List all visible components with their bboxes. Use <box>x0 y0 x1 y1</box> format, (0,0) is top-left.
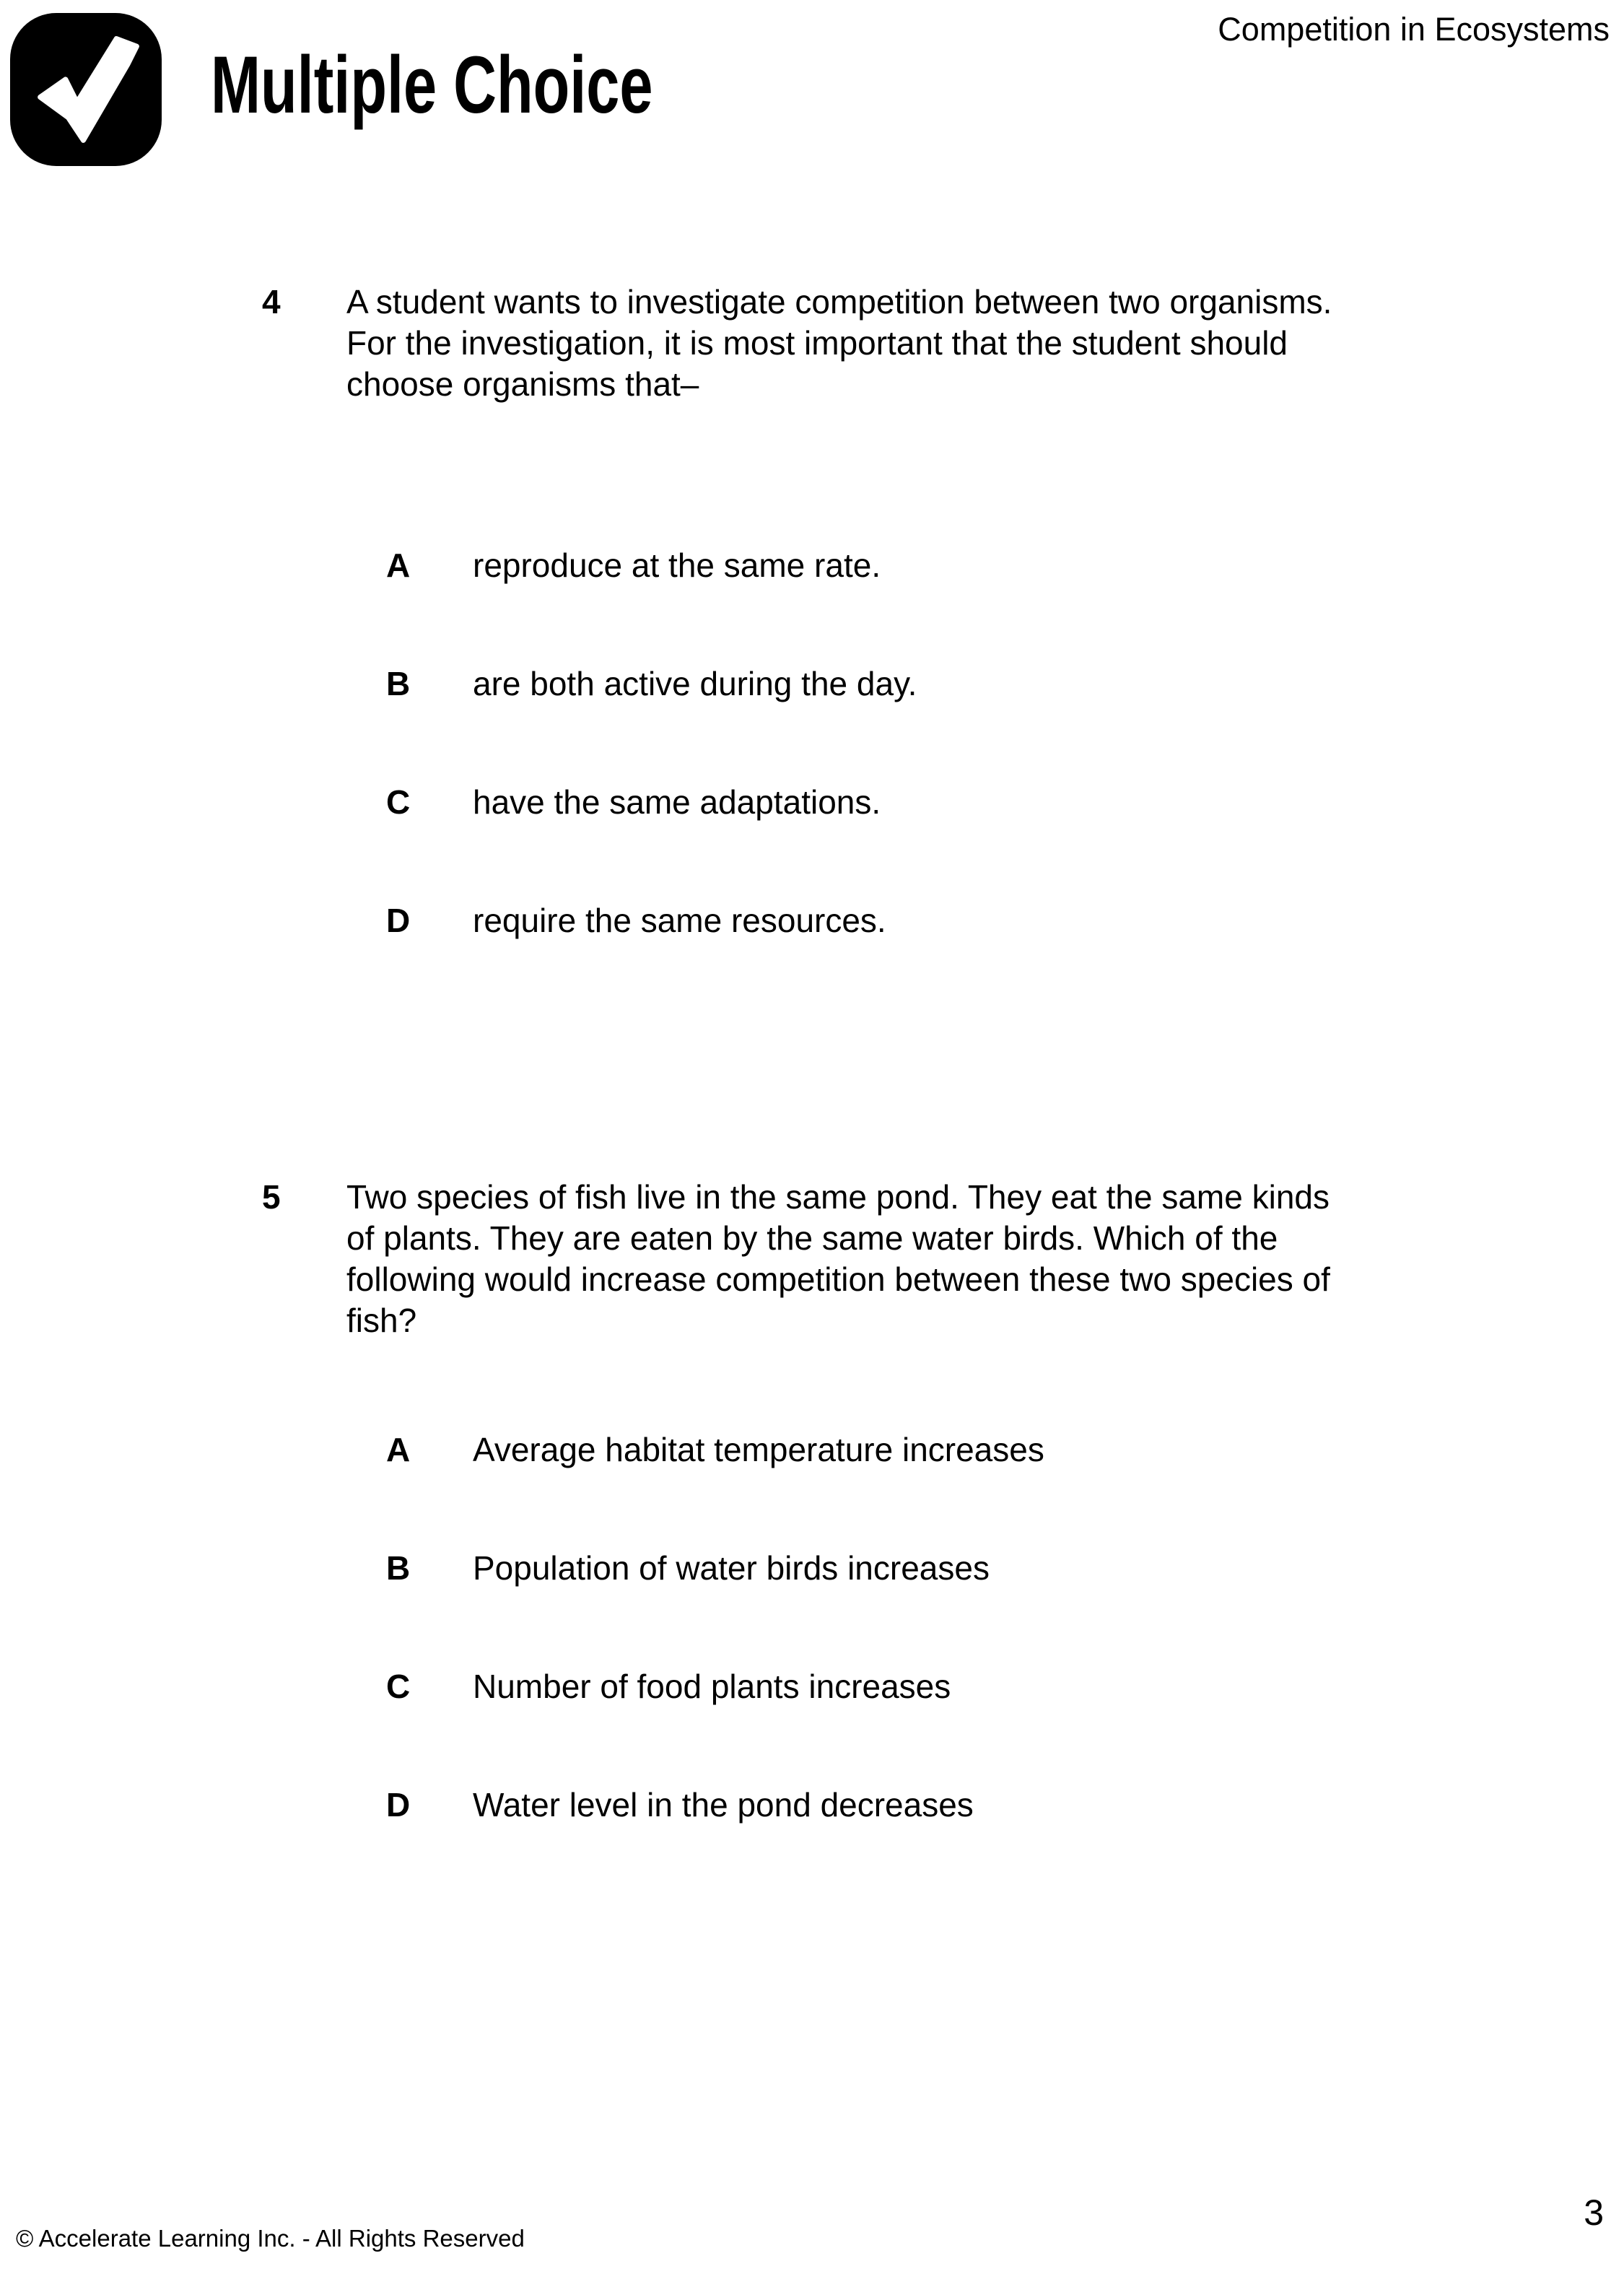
page-number: 3 <box>1584 2192 1604 2233</box>
question-5-option-a[interactable] <box>386 1429 1440 1471</box>
page-title: Multiple Choice <box>211 40 653 130</box>
question-4-option-a[interactable] <box>386 545 1440 586</box>
question-4-option-c[interactable] <box>386 782 1440 823</box>
option-letter: D <box>386 902 411 939</box>
question-5-option-c[interactable] <box>386 1666 1440 1707</box>
option-letter: A <box>386 1431 411 1468</box>
option-text: Population of water birds increases <box>473 1549 990 1587</box>
question-text: A student wants to investigate competition between two organisms. For the investigation, it is most important that the student should choose organisms that– <box>346 283 1332 403</box>
question-5-option-b[interactable] <box>386 1548 1440 1589</box>
option-text: require the same resources. <box>473 902 886 939</box>
option-text: Average habitat temperature increases <box>473 1431 1044 1468</box>
option-letter: B <box>386 665 411 702</box>
question-4-option-b[interactable] <box>386 663 1440 705</box>
copyright-notice: © Accelerate Learning Inc. - All Rights Reserved <box>16 2225 525 2252</box>
option-text: are both active during the day. <box>473 665 917 702</box>
question-5 <box>262 1177 1361 1341</box>
option-letter: C <box>386 1668 411 1705</box>
option-letter: B <box>386 1549 411 1587</box>
option-text: have the same adaptations. <box>473 783 881 821</box>
multiple-choice-logo <box>10 13 162 166</box>
question-4-option-d[interactable] <box>386 900 1440 941</box>
option-letter: D <box>386 1786 411 1824</box>
question-number: 4 <box>262 283 281 321</box>
question-4 <box>262 282 1361 405</box>
checkmark-icon <box>22 26 149 153</box>
lesson-topic: Competition in Ecosystems <box>1218 11 1610 48</box>
option-text: Number of food plants increases <box>473 1668 951 1705</box>
question-5-option-d[interactable] <box>386 1785 1440 1826</box>
question-number: 5 <box>262 1178 281 1216</box>
question-text: Two species of fish live in the same pond. They eat the same kinds of plants. They are eaten by the same water birds. Which of the following would increase competition between these two species of fish? <box>346 1178 1330 1339</box>
option-letter: A <box>386 546 411 584</box>
option-letter: C <box>386 783 411 821</box>
option-text: reproduce at the same rate. <box>473 546 881 584</box>
option-text: Water level in the pond decreases <box>473 1786 974 1824</box>
